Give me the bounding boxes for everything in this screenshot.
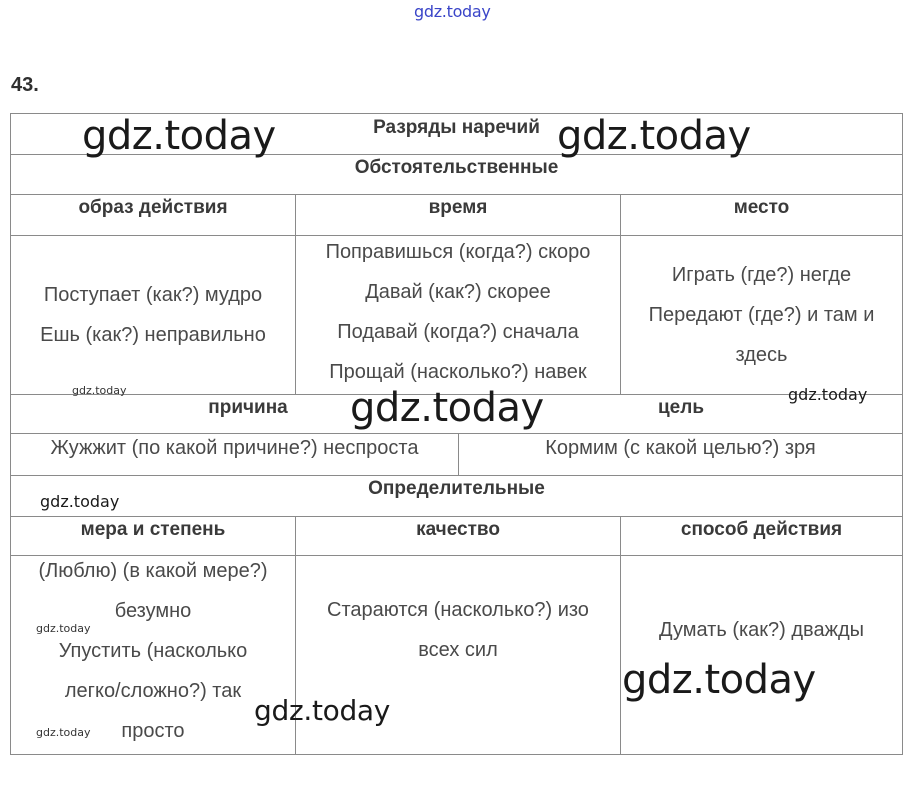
column-header-time: время [428,197,488,218]
place-examples [621,235,902,394]
quality-examples [296,555,620,705]
example-text: Играть (где?) негде [671,263,852,286]
example-text: (Люблю) (в какой мере?) [38,560,268,582]
example-text: всех сил [418,639,498,661]
example-text: Упустить (насколько [58,640,248,662]
column-header-manner: образ действия [78,197,228,218]
example-text: легко/сложно?) так [64,680,242,702]
watermark: gdz.today [350,385,544,431]
example-text: Подавай (когда?) сначала [337,320,579,343]
column-header-way: способ действия [680,519,843,540]
watermark: gdz.today [254,694,391,727]
watermark: gdz.today [36,726,91,739]
example-text: Прощай (насколько?) навек [329,360,587,383]
example-text: Поступает (как?) мудро [43,283,263,306]
watermark: gdz.today [36,622,91,635]
column-header-reason: причина [208,397,288,418]
column-header-purpose: цель [658,397,704,418]
column-header-place: место [733,197,790,218]
table-title: Разряды наречий [373,116,540,138]
reason-example [11,433,458,463]
time-examples [296,229,620,394]
task-number: 43. [11,74,39,96]
example-text: Жужжит (по какой причине?) неспроста [50,437,419,459]
group-attributive: Определительные [368,478,545,499]
group-circumstantial: Обстоятельственные [354,157,559,178]
example-text: здесь [735,343,788,366]
example-text: Кормим (с какой целью?) зря [545,437,816,459]
example-text: Давай (как?) скорее [365,280,551,303]
example-text: безумно [114,600,192,622]
watermark: gdz.today [622,657,816,703]
watermark: gdz.today [40,492,120,511]
column-header-measure: мера и степень [80,519,226,540]
measure-examples [11,551,295,751]
top-watermark: gdz.today [414,2,491,21]
example-text: Передают (где?) и там и [648,303,875,326]
example-text: Поправишься (когда?) скоро [325,240,591,263]
example-text: просто [121,720,185,742]
column-header-quality: качество [416,519,500,540]
manner-examples [11,235,295,397]
purpose-example [459,433,902,463]
watermark: gdz.today [557,113,751,159]
example-text: Стараются (насколько?) изо [327,599,589,621]
example-text: Думать (как?) дважды [658,619,864,641]
watermark: gdz.today [72,384,127,397]
watermark: gdz.today [788,385,868,404]
example-text: Ешь (как?) неправильно [40,323,266,346]
watermark: gdz.today [82,113,276,159]
